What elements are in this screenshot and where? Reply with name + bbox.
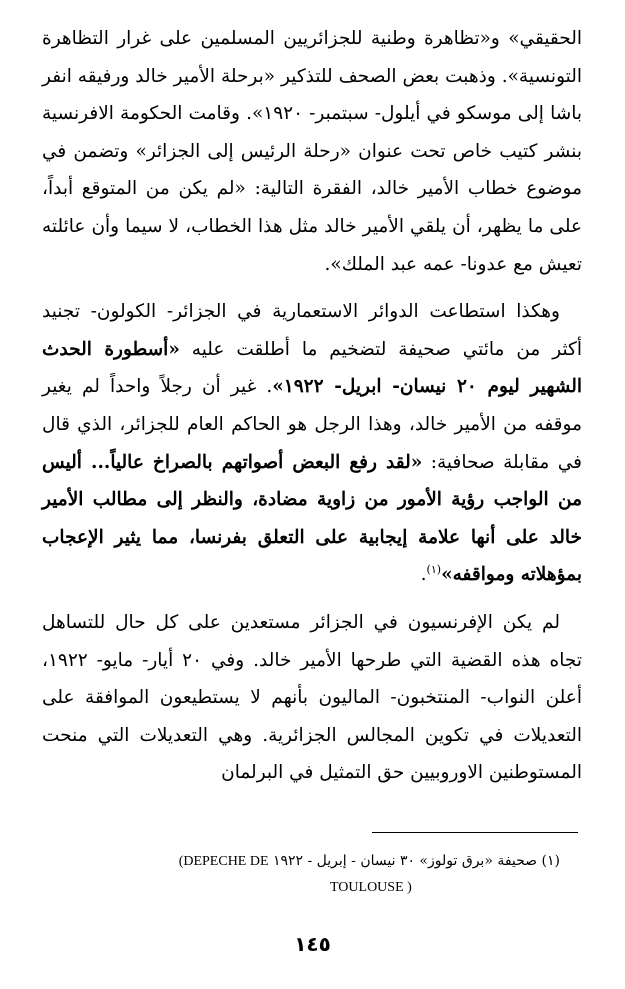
paragraph-2-text-a: وهكذا استطاعت الدوائر الاستعمارية في الجزائر- الكولون- تجنيد أكثر من مائتي صحيفة لتضخيم ما أطلقت عليه [42,301,582,360]
paragraph-2 [42,293,582,594]
footnote [40,848,560,875]
page-number: ١٤٥ [294,932,331,956]
footnote-marker: (١) [426,563,442,577]
footnote-divider [372,832,578,833]
paragraph-2-bold-quote-a: «أسطورة الحدث الشهير ليوم ٢٠ نيسان- ابريل- ١٩٢٢» [42,338,582,398]
paragraph-1 [42,20,582,283]
paragraph-2-text-b: . غير أن رجلاً واحداً لم يغير موقفه من الأمير خالد، وهذا الرجل هو الحاكم العام للجزائر، الذي قال في مقابلة صحافية: [42,376,582,473]
paragraph-1-text: الحقيقي» و«تظاهرة وطنية للجزائريين المسلمين على غرار التظاهرة التونسية». وذهبت بعض الصحف للتذكير «برحلة الأمير خالد ورفيقه انفر باشا إلى موسكو في أيلول- سبتمبر- ١٩٢٠». وقامت الحكومة الافرنسية بنشر كتيب خاص تحت عنوان «رحلة الرئيس إلى الجزائر» وتضمن في موضوع خطاب الأمير خالد، الفقرة التالية: «لم يكن من المتوقع أبداً، على ما يظهر، أن يلقي الأمير خالد مثل هذا الخطاب، لا سيما وأن عائلته تعيش مع عدونا- عمه عبد الملك». [42,28,582,275]
paragraph-3-text: لم يكن الإفرنسيون في الجزائر مستعدين على كل حال للتساهل تجاه هذه القضية التي طرحها الأمير خالد. وفي ٢٠ أيار- مايو- ١٩٢٢، أعلن النواب- المنتخبون- الماليون بأنهم لا يستطيعون الموافقة على التعديلات في تكوين المجالس الجزائرية. وهي التعديلات التي منحت المستوطنين الاوروبيين حق التمثيل في البرلمان [42,611,582,784]
paragraph-2-bold-quote-b: «لقد رفع البعض أصواتهم بالصراخ عالياً... أليس من الواجب رؤية الأمور من زاوية مضادة، والنظر إلى مطالب الأمير خالد على أنها علامة إيجابية على التعلق بفرنسا، مما يثير الإعجاب بمؤهلاته ومواقفه» [42,451,582,586]
footnote-latin-2: TOULOUSE ) [330,880,412,895]
footnote-latin-1: (DEPECHE DE [178,854,269,869]
footnote-arabic: (١) صحيفة «برق تولوز» ٣٠ نيسان - إبريل - ١٩٢٢ [272,853,560,869]
paragraph-3 [42,604,582,792]
paragraph-2-text-c: . [420,564,427,586]
body-text [42,20,582,792]
